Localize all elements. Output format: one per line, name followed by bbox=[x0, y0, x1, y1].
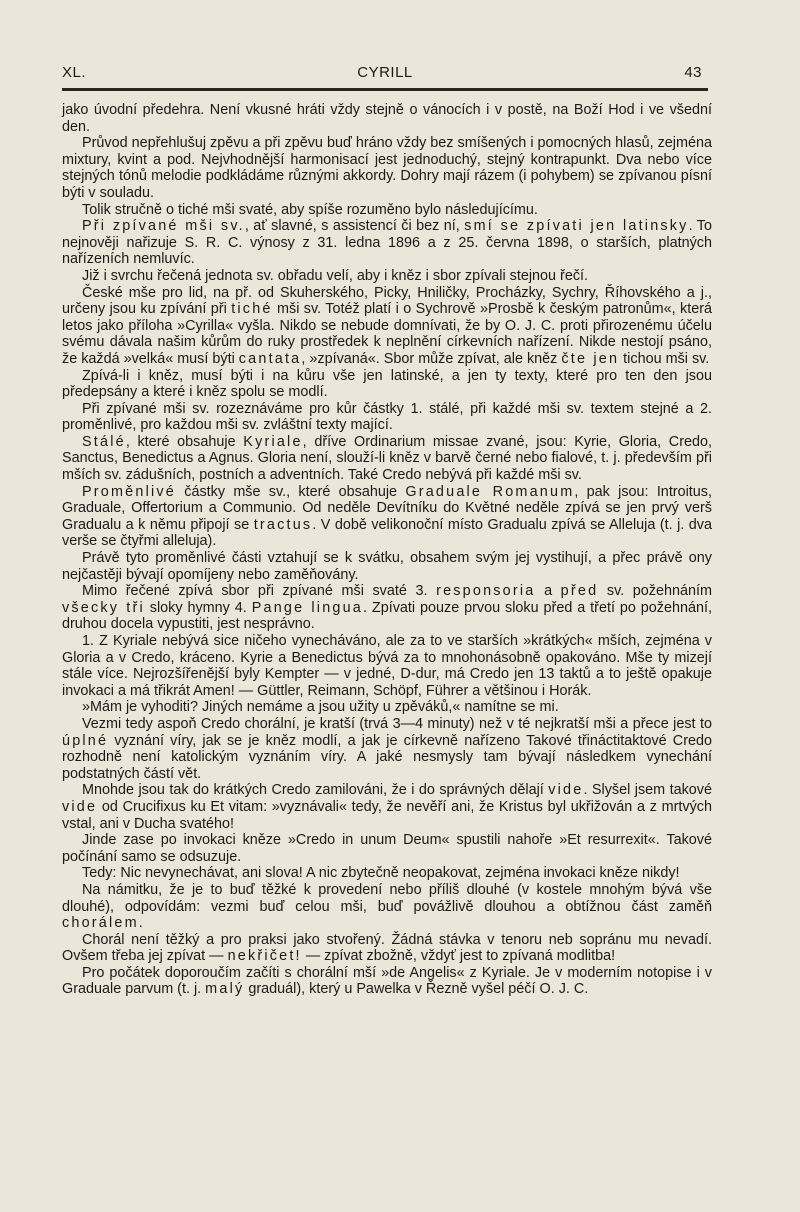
spaced-emphasis-text: všecky tři bbox=[62, 599, 145, 616]
spaced-emphasis-text: nekřičet! bbox=[227, 948, 302, 965]
paragraph-text: vyznání víry, jak se je kněz modlí, a jak je církevně nařízeno Takové třináctitaktové Credo rozhodně není katolickým vyznáním víry. A jaké nesmysly tam bývají následkem vynechání podstatných částí vět. bbox=[62, 732, 712, 782]
paragraph bbox=[62, 202, 712, 219]
paragraph-text: Mnohde jsou tak do krátkých Credo zamilováni, že i do správných dělají bbox=[82, 782, 549, 799]
page-number: 43 bbox=[684, 64, 702, 81]
paragraph-text: Zpívá-li i kněz, musí býti i na kůru vše jen latinské, a jen ty texty, které pro ten den jsou předepsány a které i kněz spolu se modlí. bbox=[62, 367, 712, 401]
paragraph-text: , »zpívaná«. Sbor může zpívat, ale kněz bbox=[301, 350, 562, 367]
paragraph-text: . Slyšel jsem takové bbox=[583, 782, 712, 799]
paragraph-text: — zpívat zbožně, vždyť jest to zpívaná modlitba! bbox=[301, 948, 616, 965]
paragraph bbox=[62, 716, 712, 782]
running-header bbox=[62, 62, 708, 91]
paragraph-text: 1. Z Kyriale nebývá sice ničeho vynecháváno, ale za to ve starších »krátkých« mších, zejména v Gloria a v Credo, kráceno. Kyrie a Benedictus bývá za to mnohonásobně opakováno. Mše ty mizejí stále více. Nejrozšířenější byly Kempter — v jedné, D-dur, má Credo jen 13 taktů a to ještě opakuje invokaci a má třikrát Amen! — Güttler, Reimann, Schöpf, Führer a většinou i Horák. bbox=[62, 633, 712, 699]
spaced-emphasis-text: smí se zpívati jen latinsky bbox=[464, 218, 689, 235]
paragraph-text: Tedy: Nic nevynechávat, ani slova! A nic zbytečně neopakovat, zejména invokaci kněze nikdy! bbox=[82, 865, 680, 882]
spaced-emphasis-text: úplné bbox=[62, 732, 109, 749]
paragraph-text: tichou mši sv. bbox=[619, 350, 710, 367]
paragraph bbox=[62, 285, 712, 368]
article-body bbox=[62, 102, 712, 998]
paragraph-text: , ať slavné, s assistencí či bez ní, bbox=[244, 218, 465, 235]
paragraph-text: Průvod nepřehlušuj zpěvu a při zpěvu buď hráno vždy bez smíšených i pomocných hlasů, zejména mixtury, kvint a pod. Nejvhodnější harmonisací jest jednoduchý, stejný kontrapunkt. Dva nebo více stejných tónů melodie podkládáme různými akkordy. Dohry mají rázem (i pohybem) se zpívanou písní býti v souladu. bbox=[62, 135, 712, 201]
paragraph-text: Na námitku, že je to buď těžké k provedení nebo příliš dlouhé (v kostele mnohým bývá vše dlouhé), odpovídám: vezmi buď celou mši, buď povážlivě dlouhou a obtížnou část zaměň bbox=[62, 881, 712, 915]
spaced-emphasis-text: Graduale Romanum bbox=[405, 483, 575, 500]
spaced-emphasis-text: tiché bbox=[231, 301, 273, 318]
paragraph bbox=[62, 882, 712, 932]
paragraph-text: České mše pro lid, na př. od Skuherského, Picky, Hniličky, Procházky, Sychry, Říhovského a j., určeny jsou ku zpívání při bbox=[62, 284, 712, 318]
paragraph-text: od Crucifixus ku Et vitam: »vyznávali« tedy, že nevěří ani, že Kristus byl ukřižován a z mrtvých vstal, ani v Ducha svatého! bbox=[62, 798, 712, 832]
paragraph-text: . bbox=[138, 915, 143, 932]
paragraph bbox=[62, 832, 712, 865]
paragraph-text: jako úvodní předehra. Není vkusné hráti vždy stejně o vánocích i v postě, na Boží Hod i ve všední den. bbox=[62, 102, 712, 135]
paragraph bbox=[62, 633, 712, 699]
paragraph-text: , dříve Ordinarium missae zvané, jsou: Kyrie, Gloria, Credo, Sanctus, Benedictus a Agnus. Gloria není, slouží-li kněz v barvě černé nebo fialové, t. j. především při mších sv. zádušních, postních a adventních. Také Credo nebývá při každé mši sv. bbox=[62, 433, 713, 484]
paragraph-text: Při zpívané mši sv. rozeznáváme pro kůr částky 1. stálé, při každé mši sv. textem stejné a 2. proměnlivé, pro každou mši sv. zvláštní texty mající. bbox=[62, 400, 712, 434]
spaced-emphasis-text: vide bbox=[548, 782, 584, 799]
spaced-emphasis-text: Kyriale bbox=[243, 433, 303, 450]
paragraph-text: mši sv. Totéž platí i o Sychrově »Prosbě k českým patronům«, která letos jako příloha »Cyrilla« vyšla. Nikdo se nebude domnívati, že by O. J. C. proti přirozenému účelu svému dávala našim kůrům do ruky prostředek k neplnění církevních nařízení. Nikde nestojí psáno, že každá »velká« musí býti bbox=[62, 301, 713, 367]
spaced-emphasis-text: vide bbox=[62, 798, 98, 815]
paragraph-text: Jinde zase po invokaci kněze »Credo in unum Deum« spustili nahoře »Et resurrexit«. Takové počínání samo se odsuzuje. bbox=[62, 832, 712, 865]
paragraph bbox=[62, 965, 712, 998]
spaced-emphasis-text: malý bbox=[205, 981, 245, 998]
paragraph bbox=[62, 368, 712, 401]
paragraph bbox=[62, 218, 712, 268]
paragraph bbox=[62, 434, 712, 484]
spaced-emphasis-text: Při zpívané mši sv. bbox=[82, 218, 245, 235]
paragraph-text: , pak jsou: Introitus, Graduale, Offertorium a Communio. Od neděle Devítníku do Květné neděle zpívá se jen prvý verš Gradualu a k němu připojí se bbox=[62, 483, 713, 533]
spaced-emphasis-text: Proměnlivé bbox=[82, 483, 176, 500]
paragraph bbox=[62, 550, 712, 583]
paragraph-text: , které obsahuje bbox=[125, 433, 244, 450]
paragraph-text: . Zpívati pouze prvou sloku před a třetí po požehnání, druhou docela vypustiti, jest nesprávno. bbox=[62, 599, 712, 633]
paragraph-text: graduál), který u Pawelka v Řezně vyšel péčí O. J. C. bbox=[244, 981, 589, 998]
paragraph-text: Pro počátek doporoučím začíti s chorální mší »de Angelis« z Kyriale. Je v moderním notopise i v Graduale parvum (t. j. bbox=[62, 964, 712, 998]
paragraph bbox=[62, 699, 712, 716]
paragraph bbox=[62, 102, 712, 135]
paragraph-text: Právě tyto proměnlivé části vztahují se k svátku, obsahem svým jej vystihují, a přec právě ony nejčastěji bývají opomíjeny nebo zaměňovány. bbox=[62, 550, 712, 583]
spaced-emphasis-text: cantata bbox=[238, 350, 302, 367]
paragraph-text: Vezmi tedy aspoň Credo chorální, je kratší (trvá 3—4 minuty) než v té nejkratší mši a přece jest to bbox=[82, 715, 712, 732]
journal-title: CYRILL bbox=[357, 64, 413, 81]
spaced-emphasis-text: chorálem bbox=[62, 915, 139, 932]
paragraph-text: Tolik stručně o tiché mši svaté, aby spíše rozuměno bylo následujícímu. bbox=[82, 201, 538, 218]
paragraph bbox=[62, 865, 712, 882]
paragraph-text: sv. požehnáním bbox=[598, 583, 712, 600]
paragraph bbox=[62, 583, 712, 633]
paragraph-text: Chorál není těžký a pro praksi jako stvořený. Žádná stávka v tenoru neb sopránu mu nevadí. Ovšem třeba jej zpívat — bbox=[62, 931, 712, 965]
spaced-emphasis-text: tractus bbox=[253, 516, 313, 533]
paragraph-text: sloky hymny 4. bbox=[144, 599, 252, 616]
spaced-emphasis-text: před bbox=[560, 583, 599, 600]
paragraph-text: částky mše sv., které obsahuje bbox=[175, 483, 406, 500]
spaced-emphasis-text: responsoria bbox=[436, 583, 536, 600]
spaced-emphasis-text: čte jen bbox=[561, 350, 620, 367]
paragraph-text: a bbox=[535, 583, 561, 600]
paragraph-text: Mimo řečené zpívá sbor při zpívané mši svaté 3. bbox=[82, 583, 437, 600]
paragraph bbox=[62, 135, 712, 201]
paragraph bbox=[62, 782, 712, 832]
paragraph bbox=[62, 268, 712, 285]
paragraph bbox=[62, 484, 712, 550]
volume-number: XL. bbox=[62, 64, 87, 81]
paragraph bbox=[62, 401, 712, 434]
paragraph-text: . V době velikonoční místo Gradualu zpívá se Alleluja (t. j. dva verše se čtyřmi alleluja). bbox=[62, 516, 712, 550]
paragraph-text: . To nejnověji nařizuje S. R. C. výnosy z 31. ledna 1896 a z 25. června 1898, o starších, platných nařízeních nemluvíc. bbox=[62, 218, 712, 268]
spaced-emphasis-text: Stálé bbox=[82, 433, 126, 450]
paragraph bbox=[62, 932, 712, 965]
paragraph-text: »Mám je vyhoditi? Jiných nemáme a jsou užity u zpěváků,« namítne se mi. bbox=[82, 699, 559, 716]
spaced-emphasis-text: Pange lingua bbox=[251, 599, 364, 616]
paragraph-text: Již i svrchu řečená jednota sv. obřadu velí, aby i kněz i sbor zpívali stejnou řečí. bbox=[82, 267, 589, 284]
